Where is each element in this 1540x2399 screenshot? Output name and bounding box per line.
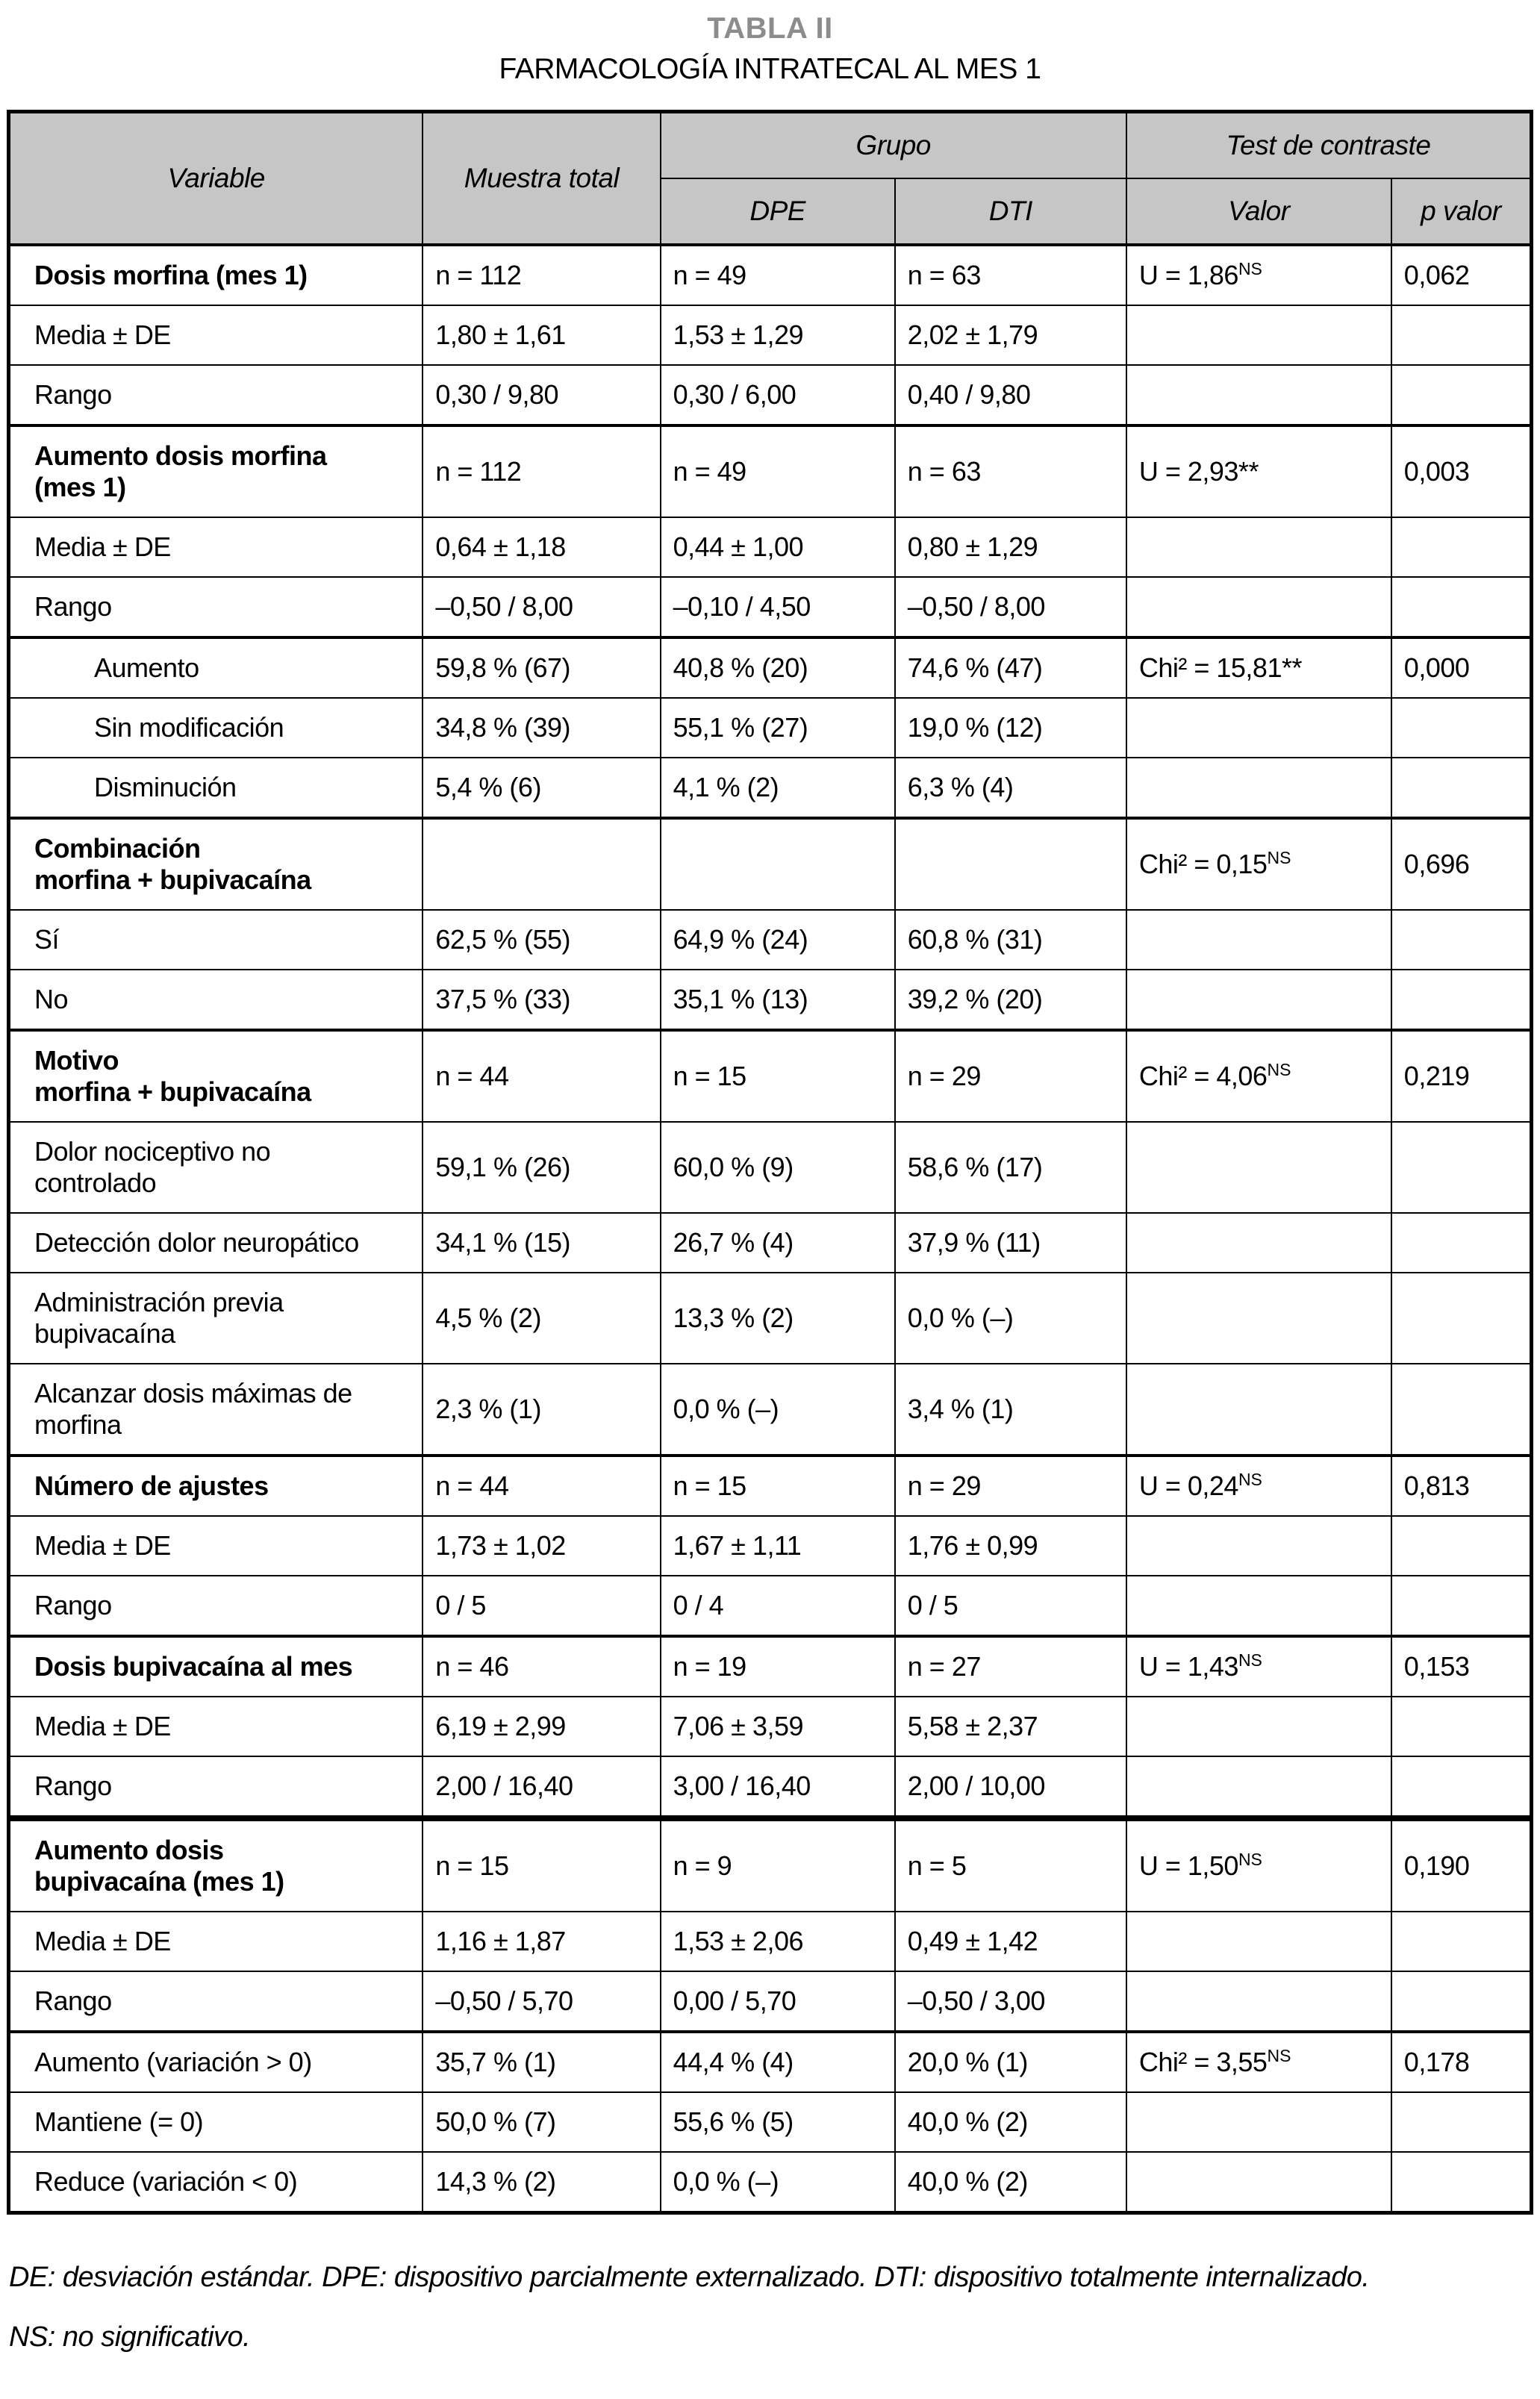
cell-valor xyxy=(1126,2152,1391,2213)
row-label: No xyxy=(9,970,423,1030)
table-body xyxy=(9,245,1532,2213)
significance-superscript: NS xyxy=(1267,848,1291,867)
row-label: Aumento (variación > 0) xyxy=(9,2032,423,2092)
cell-muestra-total: n = 112 xyxy=(423,245,660,305)
cell-valor xyxy=(1126,1364,1391,1456)
significance-superscript: NS xyxy=(1267,2046,1291,2065)
cell-valor: Chi² = 15,81** xyxy=(1126,637,1391,698)
cell-p-valor xyxy=(1391,2152,1532,2213)
cell-dti: 20,0 % (1) xyxy=(895,2032,1126,2092)
cell-muestra-total: 59,1 % (26) xyxy=(423,1122,660,1213)
table-row xyxy=(9,1516,1532,1576)
cell-muestra-total: 0,64 ± 1,18 xyxy=(423,517,660,577)
cell-valor xyxy=(1126,305,1391,365)
row-label: Disminución xyxy=(9,758,423,818)
table-row xyxy=(9,517,1532,577)
row-label: Rango xyxy=(9,365,423,425)
cell-dti: 1,76 ± 0,99 xyxy=(895,1516,1126,1576)
row-label: Rango xyxy=(9,577,423,637)
cell-dpe: 0 / 4 xyxy=(661,1576,895,1636)
cell-muestra-total: n = 112 xyxy=(423,425,660,517)
cell-dti: 2,02 ± 1,79 xyxy=(895,305,1126,365)
cell-valor xyxy=(1126,758,1391,818)
cell-p-valor xyxy=(1391,577,1532,637)
row-label: Sí xyxy=(9,910,423,970)
table-row xyxy=(9,305,1532,365)
column-group-grupo: Grupo xyxy=(661,112,1126,179)
cell-dpe: 0,0 % (–) xyxy=(661,2152,895,2213)
table-row xyxy=(9,2032,1532,2092)
cell-dpe: 64,9 % (24) xyxy=(661,910,895,970)
cell-dti: 37,9 % (11) xyxy=(895,1213,1126,1273)
cell-muestra-total: 62,5 % (55) xyxy=(423,910,660,970)
column-header-p-valor: p valor xyxy=(1391,178,1532,245)
table-row xyxy=(9,1636,1532,1697)
cell-muestra-total: 6,19 ± 2,99 xyxy=(423,1697,660,1756)
cell-dpe: 0,30 / 6,00 xyxy=(661,365,895,425)
significance-superscript: NS xyxy=(1238,1850,1262,1869)
cell-muestra-total: 0 / 5 xyxy=(423,1576,660,1636)
footnote-abbreviations: DE: desviación estándar. DPE: dispositivo parcialmente externalizado. DTI: dispositivo totalmente internalizado. xyxy=(9,2262,1370,2293)
row-label: Combinación morfina + bupivacaína xyxy=(9,818,423,910)
table-subtitle: FARMACOLOGÍA INTRATECAL AL MES 1 xyxy=(499,53,1041,85)
cell-dti xyxy=(895,818,1126,910)
cell-muestra-total: 14,3 % (2) xyxy=(423,2152,660,2213)
cell-p-valor xyxy=(1391,1516,1532,1576)
cell-dti: 74,6 % (47) xyxy=(895,637,1126,698)
significance-superscript: NS xyxy=(1238,259,1262,278)
cell-valor xyxy=(1126,2092,1391,2152)
cell-dpe: 44,4 % (4) xyxy=(661,2032,895,2092)
cell-muestra-total: 59,8 % (67) xyxy=(423,637,660,698)
cell-dti: 3,4 % (1) xyxy=(895,1364,1126,1456)
table-row xyxy=(9,2152,1532,2213)
cell-muestra-total: 35,7 % (1) xyxy=(423,2032,660,2092)
table-row xyxy=(9,1456,1532,1516)
table-row xyxy=(9,1273,1532,1364)
cell-valor xyxy=(1126,1213,1391,1273)
cell-valor xyxy=(1126,517,1391,577)
cell-dpe: n = 19 xyxy=(661,1636,895,1697)
cell-dti: 0 / 5 xyxy=(895,1576,1126,1636)
cell-dti: n = 63 xyxy=(895,425,1126,517)
cell-p-valor: 0,219 xyxy=(1391,1030,1532,1122)
column-header-muestra-total: Muestra total xyxy=(423,112,660,246)
table-row xyxy=(9,1213,1532,1273)
table-header xyxy=(9,112,1532,246)
row-label: Aumento dosis bupivacaína (mes 1) xyxy=(9,1818,423,1912)
cell-p-valor xyxy=(1391,1756,1532,1818)
table-footnote xyxy=(9,2247,1531,2367)
cell-dpe xyxy=(661,818,895,910)
table-row xyxy=(9,818,1532,910)
row-label: Dolor nociceptivo no controlado xyxy=(9,1122,423,1213)
row-label: Rango xyxy=(9,1971,423,2032)
cell-p-valor xyxy=(1391,758,1532,818)
cell-valor xyxy=(1126,698,1391,758)
cell-dpe: 0,0 % (–) xyxy=(661,1364,895,1456)
row-label: Reduce (variación < 0) xyxy=(9,2152,423,2213)
row-label: Aumento dosis morfina (mes 1) xyxy=(9,425,423,517)
row-label: Aumento xyxy=(9,637,423,698)
cell-muestra-total: 34,1 % (15) xyxy=(423,1213,660,1273)
cell-p-valor: 0,813 xyxy=(1391,1456,1532,1516)
cell-muestra-total: 2,3 % (1) xyxy=(423,1364,660,1456)
cell-p-valor: 0,003 xyxy=(1391,425,1532,517)
table-row xyxy=(9,1912,1532,1971)
cell-muestra-total: 50,0 % (7) xyxy=(423,2092,660,2152)
cell-valor: $U = 1,86^{NS}$ xyxy=(1126,245,1391,305)
cell-p-valor: 0,062 xyxy=(1391,245,1532,305)
cell-dpe: 26,7 % (4) xyxy=(661,1213,895,1273)
cell-dpe: 13,3 % (2) xyxy=(661,1273,895,1364)
cell-dpe: n = 49 xyxy=(661,245,895,305)
cell-dti: 5,58 ± 2,37 xyxy=(895,1697,1126,1756)
cell-dpe: 1,53 ± 2,06 xyxy=(661,1912,895,1971)
cell-muestra-total: 5,4 % (6) xyxy=(423,758,660,818)
cell-p-valor xyxy=(1391,1213,1532,1273)
cell-dti: 60,8 % (31) xyxy=(895,910,1126,970)
cell-valor: $U = 1,50^{NS}$ xyxy=(1126,1818,1391,1912)
cell-dti: n = 29 xyxy=(895,1456,1126,1516)
cell-muestra-total: n = 46 xyxy=(423,1636,660,1697)
cell-muestra-total: –0,50 / 5,70 xyxy=(423,1971,660,2032)
row-label: Detección dolor neuropático xyxy=(9,1213,423,1273)
row-label: Alcanzar dosis máximas de morfina xyxy=(9,1364,423,1456)
footnote-ns: NS: no significativo. xyxy=(9,2321,251,2353)
cell-p-valor xyxy=(1391,1122,1532,1213)
cell-dpe: 7,06 ± 3,59 xyxy=(661,1697,895,1756)
cell-p-valor: 0,153 xyxy=(1391,1636,1532,1697)
cell-valor xyxy=(1126,970,1391,1030)
cell-dpe: n = 49 xyxy=(661,425,895,517)
cell-dpe: 1,53 ± 1,29 xyxy=(661,305,895,365)
cell-valor xyxy=(1126,1756,1391,1818)
cell-valor: U = 2,93** xyxy=(1126,425,1391,517)
cell-p-valor: 0,696 xyxy=(1391,818,1532,910)
cell-valor: $Chi^2 = 4,06^{NS}$ xyxy=(1126,1030,1391,1122)
cell-dti: 0,40 / 9,80 xyxy=(895,365,1126,425)
column-header-dpe: DPE xyxy=(661,178,895,245)
column-header-valor: Valor xyxy=(1126,178,1391,245)
cell-valor: $Chi^2 = 0,15^{NS}$ xyxy=(1126,818,1391,910)
table-row xyxy=(9,698,1532,758)
cell-p-valor xyxy=(1391,2092,1532,2152)
cell-dpe: 60,0 % (9) xyxy=(661,1122,895,1213)
row-label: Media ± DE xyxy=(9,1912,423,1971)
cell-dpe: 1,67 ± 1,11 xyxy=(661,1516,895,1576)
cell-p-valor xyxy=(1391,365,1532,425)
cell-valor xyxy=(1126,1912,1391,1971)
cell-dti: 58,6 % (17) xyxy=(895,1122,1126,1213)
cell-dti: 0,49 ± 1,42 xyxy=(895,1912,1126,1971)
cell-dti: n = 27 xyxy=(895,1636,1126,1697)
cell-valor xyxy=(1126,1273,1391,1364)
cell-dti: 19,0 % (12) xyxy=(895,698,1126,758)
cell-dpe: n = 15 xyxy=(661,1456,895,1516)
cell-muestra-total: n = 15 xyxy=(423,1818,660,1912)
cell-muestra-total: 1,16 ± 1,87 xyxy=(423,1912,660,1971)
cell-muestra-total xyxy=(423,818,660,910)
row-label: Mantiene (= 0) xyxy=(9,2092,423,2152)
cell-valor xyxy=(1126,1122,1391,1213)
cell-p-valor xyxy=(1391,1912,1532,1971)
cell-dpe: 4,1 % (2) xyxy=(661,758,895,818)
column-header-dti: DTI xyxy=(895,178,1126,245)
table-row xyxy=(9,1697,1532,1756)
row-label: Sin modificación xyxy=(9,698,423,758)
cell-p-valor: 0,178 xyxy=(1391,2032,1532,2092)
cell-valor: $Chi^2 = 3,55^{NS}$ xyxy=(1126,2032,1391,2092)
cell-p-valor: 0,190 xyxy=(1391,1818,1532,1912)
row-label: Administración previa bupivacaína xyxy=(9,1273,423,1364)
table-row xyxy=(9,910,1532,970)
significance-superscript: NS xyxy=(1238,1650,1262,1670)
row-label: Dosis morfina (mes 1) xyxy=(9,245,423,305)
cell-muestra-total: 4,5 % (2) xyxy=(423,1273,660,1364)
table-row xyxy=(9,970,1532,1030)
cell-p-valor xyxy=(1391,517,1532,577)
cell-dti: 0,0 % (–) xyxy=(895,1273,1126,1364)
cell-dti: n = 63 xyxy=(895,245,1126,305)
table-row xyxy=(9,1364,1532,1456)
row-label: Media ± DE xyxy=(9,1697,423,1756)
row-label: Rango xyxy=(9,1756,423,1818)
cell-dti: 0,80 ± 1,29 xyxy=(895,517,1126,577)
cell-dti: –0,50 / 3,00 xyxy=(895,1971,1126,2032)
table-row xyxy=(9,1971,1532,2032)
cell-p-valor xyxy=(1391,1971,1532,2032)
cell-dpe: 0,44 ± 1,00 xyxy=(661,517,895,577)
significance-superscript: NS xyxy=(1267,1060,1291,1079)
row-label: Número de ajustes xyxy=(9,1456,423,1516)
cell-muestra-total: n = 44 xyxy=(423,1030,660,1122)
column-header-variable: Variable xyxy=(9,112,423,246)
cell-muestra-total: n = 44 xyxy=(423,1456,660,1516)
cell-dpe: –0,10 / 4,50 xyxy=(661,577,895,637)
cell-valor: $U = 0,24^{NS}$ xyxy=(1126,1456,1391,1516)
table-row xyxy=(9,1576,1532,1636)
pharmacology-table xyxy=(7,110,1533,2215)
cell-p-valor xyxy=(1391,1576,1532,1636)
table-row xyxy=(9,1818,1532,1912)
table-row xyxy=(9,637,1532,698)
cell-dpe: 35,1 % (13) xyxy=(661,970,895,1030)
cell-valor xyxy=(1126,1516,1391,1576)
table-row xyxy=(9,1030,1532,1122)
cell-valor xyxy=(1126,1971,1391,2032)
table-row xyxy=(9,577,1532,637)
cell-dti: 40,0 % (2) xyxy=(895,2152,1126,2213)
cell-dti: n = 29 xyxy=(895,1030,1126,1122)
cell-dpe: 3,00 / 16,40 xyxy=(661,1756,895,1818)
row-label: Media ± DE xyxy=(9,1516,423,1576)
cell-valor xyxy=(1126,365,1391,425)
table-title: TABLA II xyxy=(707,12,833,45)
cell-muestra-total: 1,73 ± 1,02 xyxy=(423,1516,660,1576)
table-row xyxy=(9,758,1532,818)
cell-p-valor xyxy=(1391,698,1532,758)
cell-dpe: n = 15 xyxy=(661,1030,895,1122)
cell-p-valor xyxy=(1391,305,1532,365)
cell-p-valor xyxy=(1391,910,1532,970)
cell-dpe: 55,6 % (5) xyxy=(661,2092,895,2152)
cell-p-valor xyxy=(1391,1697,1532,1756)
cell-dpe: 0,00 / 5,70 xyxy=(661,1971,895,2032)
cell-p-valor xyxy=(1391,970,1532,1030)
cell-valor xyxy=(1126,1576,1391,1636)
row-label: Media ± DE xyxy=(9,517,423,577)
cell-dpe: 55,1 % (27) xyxy=(661,698,895,758)
cell-p-valor xyxy=(1391,1273,1532,1364)
cell-valor: $U = 1,43^{NS}$ xyxy=(1126,1636,1391,1697)
cell-p-valor xyxy=(1391,1364,1532,1456)
cell-dti: –0,50 / 8,00 xyxy=(895,577,1126,637)
cell-p-valor: 0,000 xyxy=(1391,637,1532,698)
cell-dti: 39,2 % (20) xyxy=(895,970,1126,1030)
cell-dpe: 40,8 % (20) xyxy=(661,637,895,698)
cell-muestra-total: –0,50 / 8,00 xyxy=(423,577,660,637)
cell-dti: 6,3 % (4) xyxy=(895,758,1126,818)
table-row xyxy=(9,245,1532,305)
table-row xyxy=(9,1122,1532,1213)
cell-valor xyxy=(1126,910,1391,970)
table-row xyxy=(9,2092,1532,2152)
table-row xyxy=(9,425,1532,517)
column-group-test-de-contraste: Test de contraste xyxy=(1126,112,1532,179)
cell-dti: n = 5 xyxy=(895,1818,1126,1912)
cell-muestra-total: 37,5 % (33) xyxy=(423,970,660,1030)
cell-muestra-total: 0,30 / 9,80 xyxy=(423,365,660,425)
cell-muestra-total: 34,8 % (39) xyxy=(423,698,660,758)
cell-valor xyxy=(1126,577,1391,637)
row-label: Dosis bupivacaína al mes xyxy=(9,1636,423,1697)
row-label: Rango xyxy=(9,1576,423,1636)
cell-muestra-total: 2,00 / 16,40 xyxy=(423,1756,660,1818)
cell-dti: 2,00 / 10,00 xyxy=(895,1756,1126,1818)
table-row xyxy=(9,365,1532,425)
significance-superscript: NS xyxy=(1238,1470,1262,1489)
table-row xyxy=(9,1756,1532,1818)
row-label: Motivo morfina + bupivacaína xyxy=(9,1030,423,1122)
cell-dpe: n = 9 xyxy=(661,1818,895,1912)
cell-dti: 40,0 % (2) xyxy=(895,2092,1126,2152)
row-label: Media ± DE xyxy=(9,305,423,365)
cell-muestra-total: 1,80 ± 1,61 xyxy=(423,305,660,365)
cell-valor xyxy=(1126,1697,1391,1756)
header-row-1 xyxy=(9,112,1532,179)
